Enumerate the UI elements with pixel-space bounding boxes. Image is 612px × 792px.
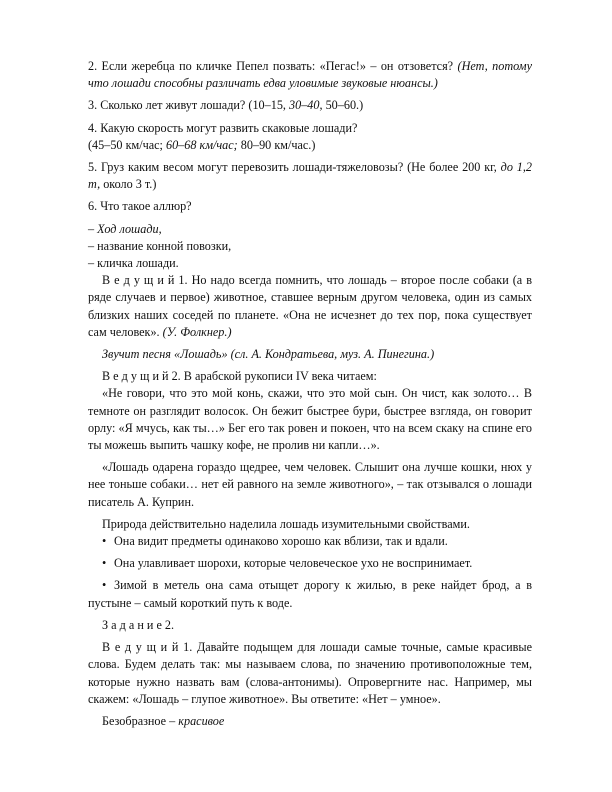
question-5-suffix: около 3 т.) — [100, 177, 157, 192]
bullet-text: Она видит предметы одинаково хорошо как вблизи, так и вдали. — [114, 534, 448, 549]
host-1-intro — [88, 272, 532, 341]
question-3-highlight: 30–40, — [289, 98, 323, 113]
host-1-task — [88, 639, 532, 708]
host-2-text: В арабской рукописи IV века читаем: — [180, 369, 377, 384]
question-6-option-1: – Ход лошади, — [88, 221, 162, 236]
citation: (У. Фолкнер.) — [162, 324, 232, 339]
host-2-speaker: В е д у щ и й 2. — [102, 369, 181, 384]
song-note: Звучит песня «Лошадь» (сл. А. Кондратьева, муз. А. Пинегина.) — [102, 347, 435, 362]
kuprin-quote: «Лошадь одарена гораздо щедрее, чем человек. Слышит она лучше кошки, нюх у нее тоньше собаки… нет ей равного на земле животного», – так отзывался о лошади писатель А. Куприн. — [88, 460, 532, 509]
host-2 — [88, 368, 532, 385]
question-3-suffix: 50–60.) — [322, 98, 364, 113]
task-2-heading: З а д а н и е 2. — [102, 617, 175, 632]
bullet-item — [88, 533, 532, 550]
question-4-answer-1: (45–50 км/час; — [88, 137, 166, 152]
bullet-icon: • — [102, 556, 107, 571]
bullet-icon: • — [102, 534, 107, 549]
antonym-word: Безобразное – — [102, 713, 179, 728]
question-4-answer-3: 80–90 км/час.) — [237, 137, 316, 152]
question-3-prefix: 3. Сколько лет живут лошади? (10–15, — [88, 98, 290, 113]
question-4-answer-2: 60–68 км/час; — [165, 137, 238, 152]
question-2-answer: (Нет, потому что лошади способны различать едва уловимые звуковые нюансы.) — [88, 59, 532, 91]
host-1-task-speaker: В е д у щ и й 1. — [102, 640, 193, 655]
bullet-item — [88, 555, 532, 572]
question-6-option-2: – название конной повозки, — [88, 238, 232, 253]
nature-intro: Природа действительно наделила лошадь изумительными свойствами. — [102, 516, 470, 531]
host-1-intro-text: Но надо всегда помнить, что лошадь – второе после собаки (а в ряде случаев и первое) животное, ставшее верным другом человека, один из самых близких наших соседей по планете. «Она не исчезнет до тех пор, пока существует сам человек». — [88, 273, 532, 339]
antonym-answer: красивое — [178, 713, 225, 728]
bullet-text: Зимой в метель она сама отыщет дорогу к жилью, в реке найдет брод, а в пустыне – самый короткий путь к воде. — [88, 578, 532, 610]
question-2 — [88, 58, 532, 92]
document-body — [88, 58, 532, 730]
question-2-text: 2. Если жеребца по кличке Пепел позвать: «Пегас!» – он отзовется? — [88, 59, 458, 73]
host-1-speaker: В е д у щ и й 1. — [102, 273, 188, 288]
question-5-highlight: до 1,2 т, — [88, 160, 532, 192]
question-4-answers — [88, 137, 532, 154]
bullet-icon: • — [102, 578, 107, 593]
question-5 — [88, 159, 532, 193]
question-5-prefix: 5. Груз каким весом могут перевозить лошади-тяжеловозы? (Не более 200 кг, — [88, 160, 501, 175]
question-6: 6. Что такое аллюр? — [88, 199, 192, 214]
bullet-item — [88, 577, 532, 611]
host-1-task-text: Давайте подыщем для лошади самые точные, самые красивые слова. Будем делать так: мы называем слова, по значению противоположные тем, которые нужно назвать вам (слова-антонимы). Опровергните нас. Например, мы скажем: «Лошадь – глупое животное». Вы ответите: «Нет – умное». — [88, 640, 533, 706]
bullet-text: Она улавливает шорохи, которые человеческое ухо не воспринимает. — [114, 556, 473, 571]
arabic-quote: «Не говори, что это мой конь, скажи, что это мой сын. Он чист, как золото… В темноте он разглядит волосок. Он бежит быстрее бури, быстрее взгляда, он говорит орлу: «Я мчусь, как ты…» Бег его так ровен и покоен, что на всем скаку на спине его ты можешь выпить чашку кофе, не пролив ни капли…». — [88, 386, 532, 453]
question-6-option-3: – кличка лошади. — [88, 256, 179, 271]
antonym-example — [88, 713, 532, 730]
question-4: 4. Какую скорость могут развить скаковые лошади? — [88, 120, 358, 135]
question-3 — [88, 97, 532, 114]
